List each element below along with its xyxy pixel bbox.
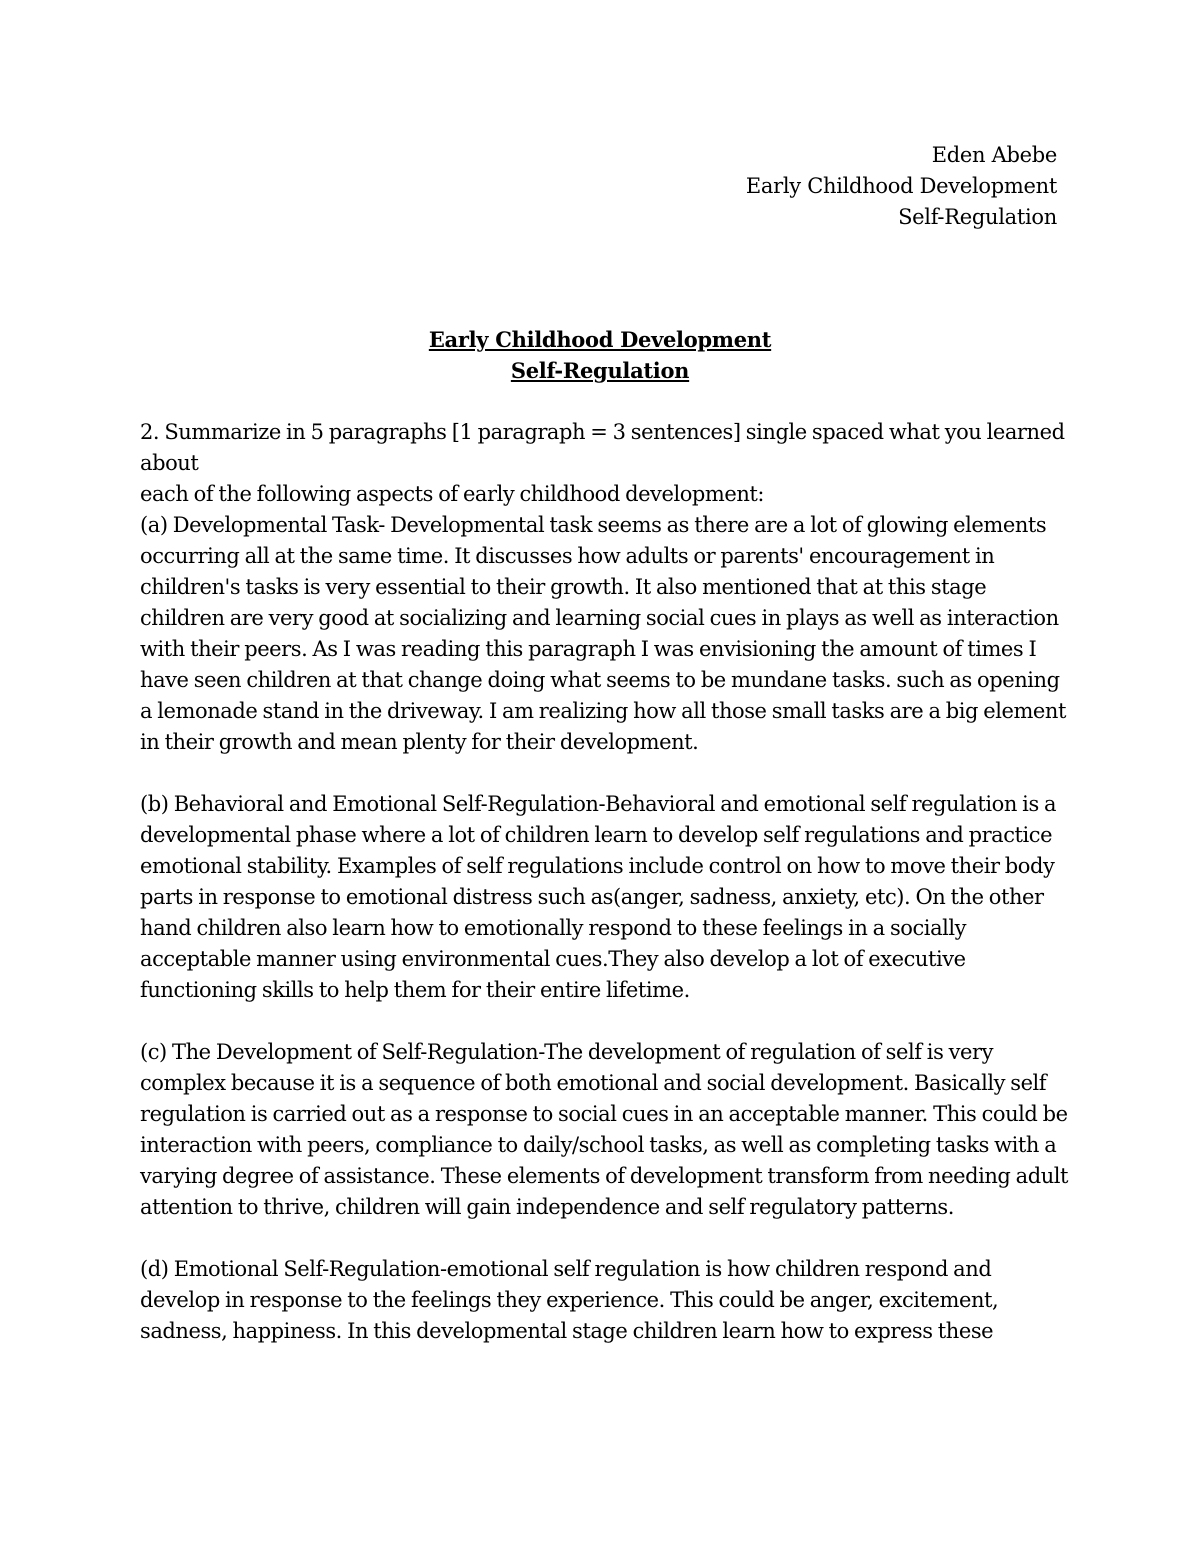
section-b: (b) Behavioral and Emotional Self-Regulation-Behavioral and emotional self regulation is a developmental phase where a lot of children learn to develop self regulations and practice emotional stability. Examples of self regulations include control on how to move their body parts in response to emotional distress such as(anger, sadness, anxiety, etc). On the other hand children also learn how to emotionally respond to these feelings in a socially acceptable manner using environmental cues.They also develop a lot of executive functioning skills to help them for their entire lifetime. [140,792,1057,1002]
title-line-2: Self-Regulation [510,358,690,383]
prompt-line-1: 2. Summarize in 5 paragraphs [1 paragraph = 3 sentences] single spaced what you learned about [140,420,1065,475]
header-block [746,140,1057,233]
author-name: Eden Abebe [931,143,1057,167]
course-name: Early Childhood Development [745,174,1057,198]
prompt-line-2: each of the following aspects of early childhood development: [140,482,765,506]
topic-name: Self-Regulation [898,205,1057,229]
document-title [0,324,1200,386]
title-line-1: Early Childhood Development [428,327,772,352]
section-d: (d) Emotional Self-Regulation-emotional self regulation is how children respond and develop in response to the feelings they experience. This could be anger, excitement, sadness, happiness. In this developmental stage children learn how to express these [140,1257,999,1343]
section-c: (c) The Development of Self-Regulation-The development of regulation of self is very complex because it is a sequence of both emotional and social development. Basically self regulation is carried out as a response to social cues in an acceptable manner. This could be interaction with peers, compliance to daily/school tasks, as well as completing tasks with a varying degree of assistance. These elements of development transform from needing adult attention to thrive, children will gain independence and self regulatory patterns. [140,1040,1069,1219]
section-a: (a) Developmental Task- Developmental task seems as there are a lot of glowing elements occurring all at the same time. It discusses how adults or parents' encouragement in children's tasks is very essential to their growth. It also mentioned that at this stage children are very good at socializing and learning social cues in plays as well as interaction with their peers. As I was reading this paragraph I was envisioning the amount of times I have seen children at that change doing what seems to be mundane tasks. such as opening a lemonade stand in the driveway. I am realizing how all those small tasks are a big element in their growth and mean plenty for their development. [140,513,1066,754]
document-body [140,417,1070,1347]
